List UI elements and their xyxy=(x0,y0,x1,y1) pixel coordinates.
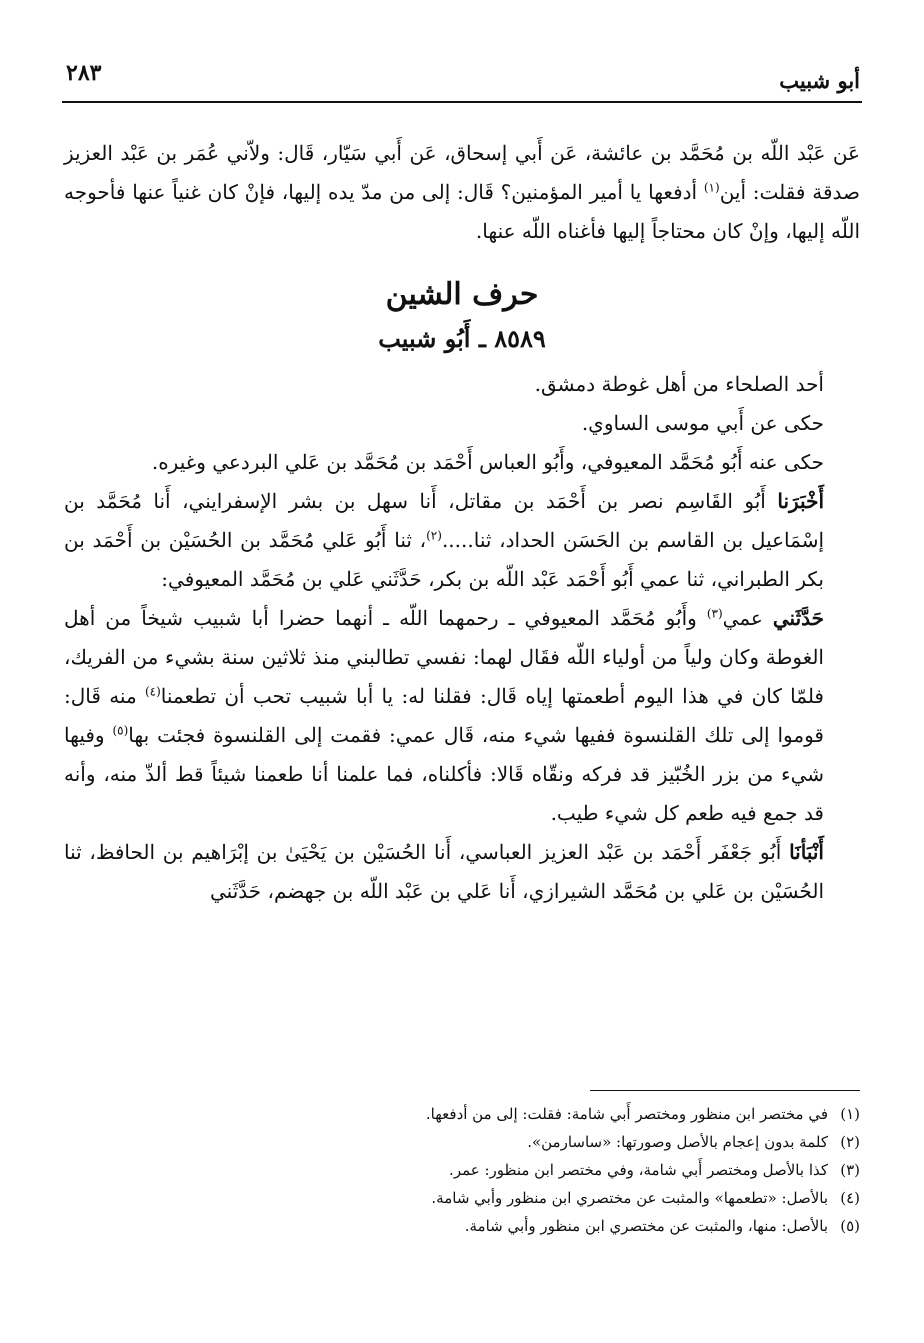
section-title: حرف الشين xyxy=(385,277,539,312)
footnote-item xyxy=(64,1212,860,1240)
footnote-text: كذا بالأصل ومختصر أَبي شامة، وفي مختصر ابن منظور: عمر. xyxy=(449,1161,828,1179)
entry-line-2: حكى عن أَبي موسى الساوي. xyxy=(581,411,824,435)
footnotes xyxy=(64,1100,860,1240)
story-text-3: منه قَال: قوموا إلى تلك القلنسوة ففيها شيء منه، قَال عمي: فقمت إلى القلنسوة فجئت بها xyxy=(64,684,824,747)
page-number: ٢٨٣ xyxy=(66,60,102,86)
footnote-ref-2: (٢) xyxy=(426,528,442,543)
isnad-paragraph-2 xyxy=(64,833,860,911)
isnad1-text-2: ، ثنا أَبُو عَلي مُحَمَّد بن الحُسَيْن بن أَحْمَد بن بكر الطبراني، ثنا عمي أَبُو أَحْمَد عَبْد اللّه بن بكر، حَدَّثَني عَلي بن مُحَمَّد المعيوفي: xyxy=(64,528,824,591)
story-paragraph xyxy=(64,599,860,833)
footnote-item xyxy=(64,1184,860,1212)
intro-paragraph xyxy=(64,134,860,251)
isnad-paragraph-1 xyxy=(64,482,860,599)
story-text-1: عمي xyxy=(722,606,773,630)
footnote-text: في مختصر ابن منظور ومختصر أَبي شامة: فقلت: إلى من أدفعها. xyxy=(425,1105,828,1123)
header-rule xyxy=(62,101,862,103)
entry-title: ٨٥٨٩ ـ أَبُو شبيب xyxy=(378,324,546,353)
keyword-anbaana: أَنْبَأنَا xyxy=(789,840,824,864)
keyword-haddathani: حَدَّثَني xyxy=(772,606,824,630)
story-text-2: وأَبُو مُحَمَّد المعيوفي ـ رحمهما اللّه ـ أنهما حضرا أبا شبيب شيخاً من أهل الغوطة وكان ولياً من أولياء اللّه فقَال لهما: نفسي تطالبني منذ ثلاثين سنة بشيء من الفريك، فلمّا كان في هذا اليوم أطعمتها إياه قَال: فقلنا له: يا أبا شبيب تحب أن تطعمنا xyxy=(64,606,824,708)
footnote-item xyxy=(64,1128,860,1156)
footnote-number: (٤) xyxy=(840,1189,860,1207)
intro-text-2: أدفعها يا أمير المؤمنين؟ قَال: إلى من مدّ يده إليها، فإنْ كان غنياً عنها فأحوجه اللّه إليها، وإنْ كان محتاجاً إليها فأغناه اللّه عنها. xyxy=(64,180,860,243)
footnote-ref-5: (٥) xyxy=(112,723,129,738)
footnote-number: (٢) xyxy=(840,1133,860,1151)
footnote-ref-3: (٣) xyxy=(706,606,723,621)
keyword-akhbarana: أَخْبَرَنا xyxy=(777,489,824,513)
footnote-rule xyxy=(590,1090,860,1091)
footnote-item xyxy=(64,1100,860,1128)
entry-line-1: أحد الصلحاء من أهل غوطة دمشق. xyxy=(534,372,824,396)
footnote-text: بالأصل: منها، والمثبت عن مختصري ابن منظور وأبي شامة. xyxy=(464,1217,828,1235)
intro-text-1: عَن عَبْد اللّه بن مُحَمَّد بن عائشة، عَن أَبي إسحاق، عَن أَبي سَيّار، قَال: ولاّني عُمَر بن عَبْد العزيز صدقة فقلت: أين xyxy=(64,141,860,204)
running-title: أبو شبيب xyxy=(779,68,860,93)
footnote-text: بالأصل: «تطعمها» والمثبت عن مختصري ابن منظور وأبي شامة. xyxy=(431,1189,828,1207)
footnote-item xyxy=(64,1156,860,1184)
footnote-ref-1: (١) xyxy=(703,180,720,195)
footnote-number: (١) xyxy=(840,1105,860,1123)
isnad2-text-1: أَبُو جَعْفَر أَحْمَد بن عَبْد العزيز العباسي، أَنا الحُسَيْن بن يَحْيَىٰ بن إبْرَاهيم بن الحافظ، ثنا الحُسَيْن بن عَلي بن مُحَمَّد الشيرازي، أَنا عَلي بن عَبْد اللّه بن جهضم، حَدَّثَني xyxy=(64,840,824,903)
running-header xyxy=(66,58,860,98)
entry-line-3: حكى عنه أَبُو مُحَمَّد المعيوفي، وأَبُو العباس أَحْمَد بن مُحَمَّد بن عَلي البردعي وغيره. xyxy=(151,450,824,474)
footnote-number: (٣) xyxy=(840,1161,860,1179)
main-text xyxy=(64,134,860,911)
footnote-ref-4: (٤) xyxy=(144,684,161,699)
footnote-number: (٥) xyxy=(840,1217,860,1235)
footnote-text: كلمة بدون إعجام بالأصل وصورتها: «ساسارمن». xyxy=(527,1133,828,1151)
story-text-4: وفيها شيء من بزر الخُبّيز قد فركه ونقّاه قَالا: فأكلناه، فما علمنا أنا طعمنا شيئاً قط ألذّ منه، وأنه قد جمع فيه طعم كل شيء طيب. xyxy=(64,723,824,825)
isnad1-text-1: أَبُو القَاسِم نصر بن أَحْمَد بن مقاتل، أَنا سهل بن بشر الإسفرايني، أَنا مُحَمَّد بن إسْمَاعيل بن القاسم بن الحَسَن الحداد، ثنا..... xyxy=(64,489,825,552)
